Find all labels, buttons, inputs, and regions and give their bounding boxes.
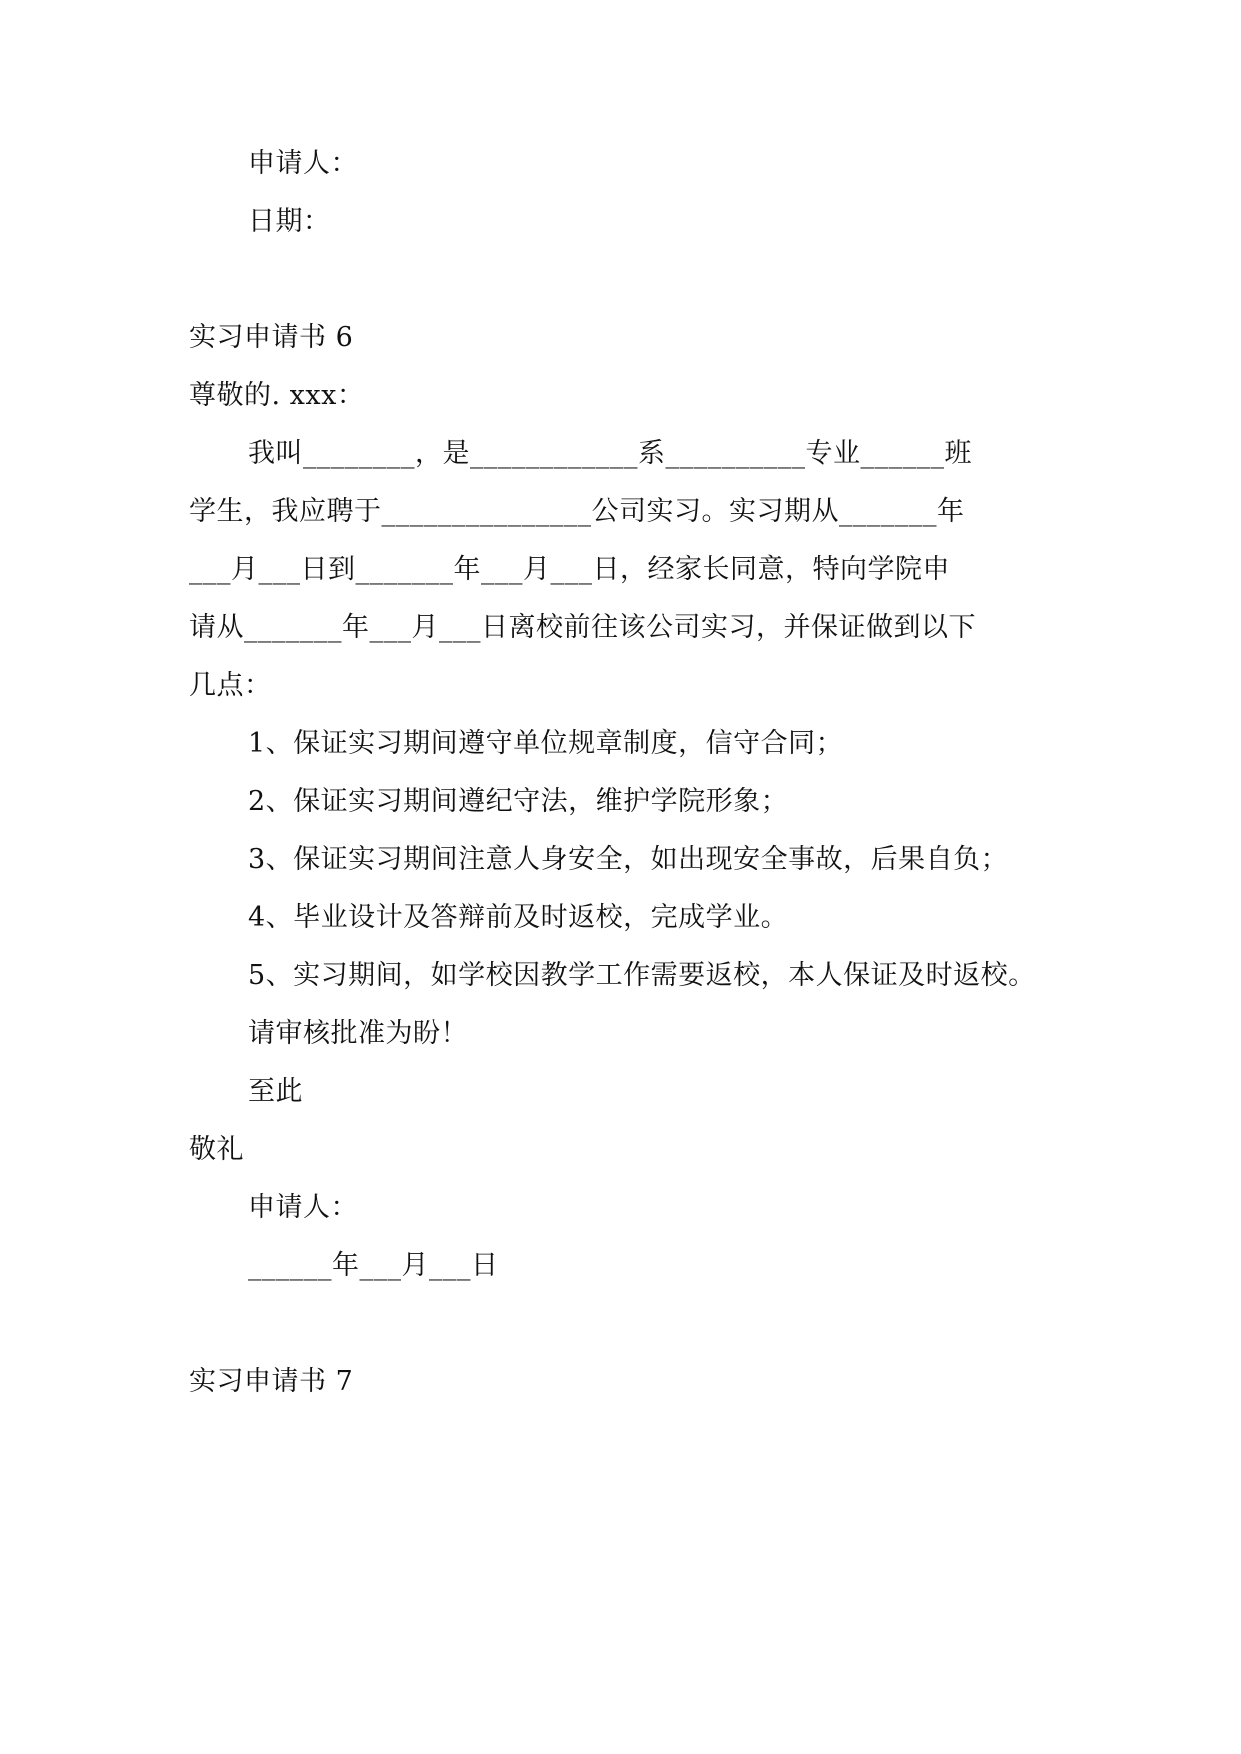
body-line: 请从_______年___月___日离校前往该公司实习，并保证做到以下 (189, 612, 976, 643)
pledge-item: 1、保证实习期间遵守单位规章制度，信守合同； (248, 728, 844, 759)
closing-line: 敬礼 (189, 1134, 244, 1165)
body-line: ___月___日到_______年___月___日，经家长同意，特向学院申 (189, 554, 950, 585)
body-line: 几点： (189, 670, 272, 701)
body-line: 我叫________，是____________系__________专业______班 (248, 438, 972, 469)
applicant-label: 申请人： (248, 148, 358, 179)
request-line: 请审核批准为盼！ (248, 1018, 468, 1049)
pledge-item: 4、毕业设计及答辩前及时返校，完成学业。 (248, 902, 789, 933)
body-line: 学生，我应聘于_______________公司实习。实习期从_______年 (189, 496, 965, 527)
date-label: 日期： (248, 206, 331, 237)
closing-line: 至此 (248, 1076, 303, 1107)
pledge-item: 2、保证实习期间遵纪守法，维护学院形象； (248, 786, 789, 817)
date-line: ______年___月___日 (248, 1250, 499, 1281)
salutation: 尊敬的. xxx： (189, 380, 365, 411)
pledge-item: 5、实习期间，如学校因教学工作需要返校，本人保证及时返校。 (248, 960, 1036, 991)
letter-title: 实习申请书 6 (189, 322, 354, 353)
pledge-item: 3、保证实习期间注意人身安全，如出现安全事故，后果自负； (248, 844, 1009, 875)
applicant-label: 申请人： (248, 1192, 358, 1223)
letter-title: 实习申请书 7 (189, 1366, 354, 1397)
